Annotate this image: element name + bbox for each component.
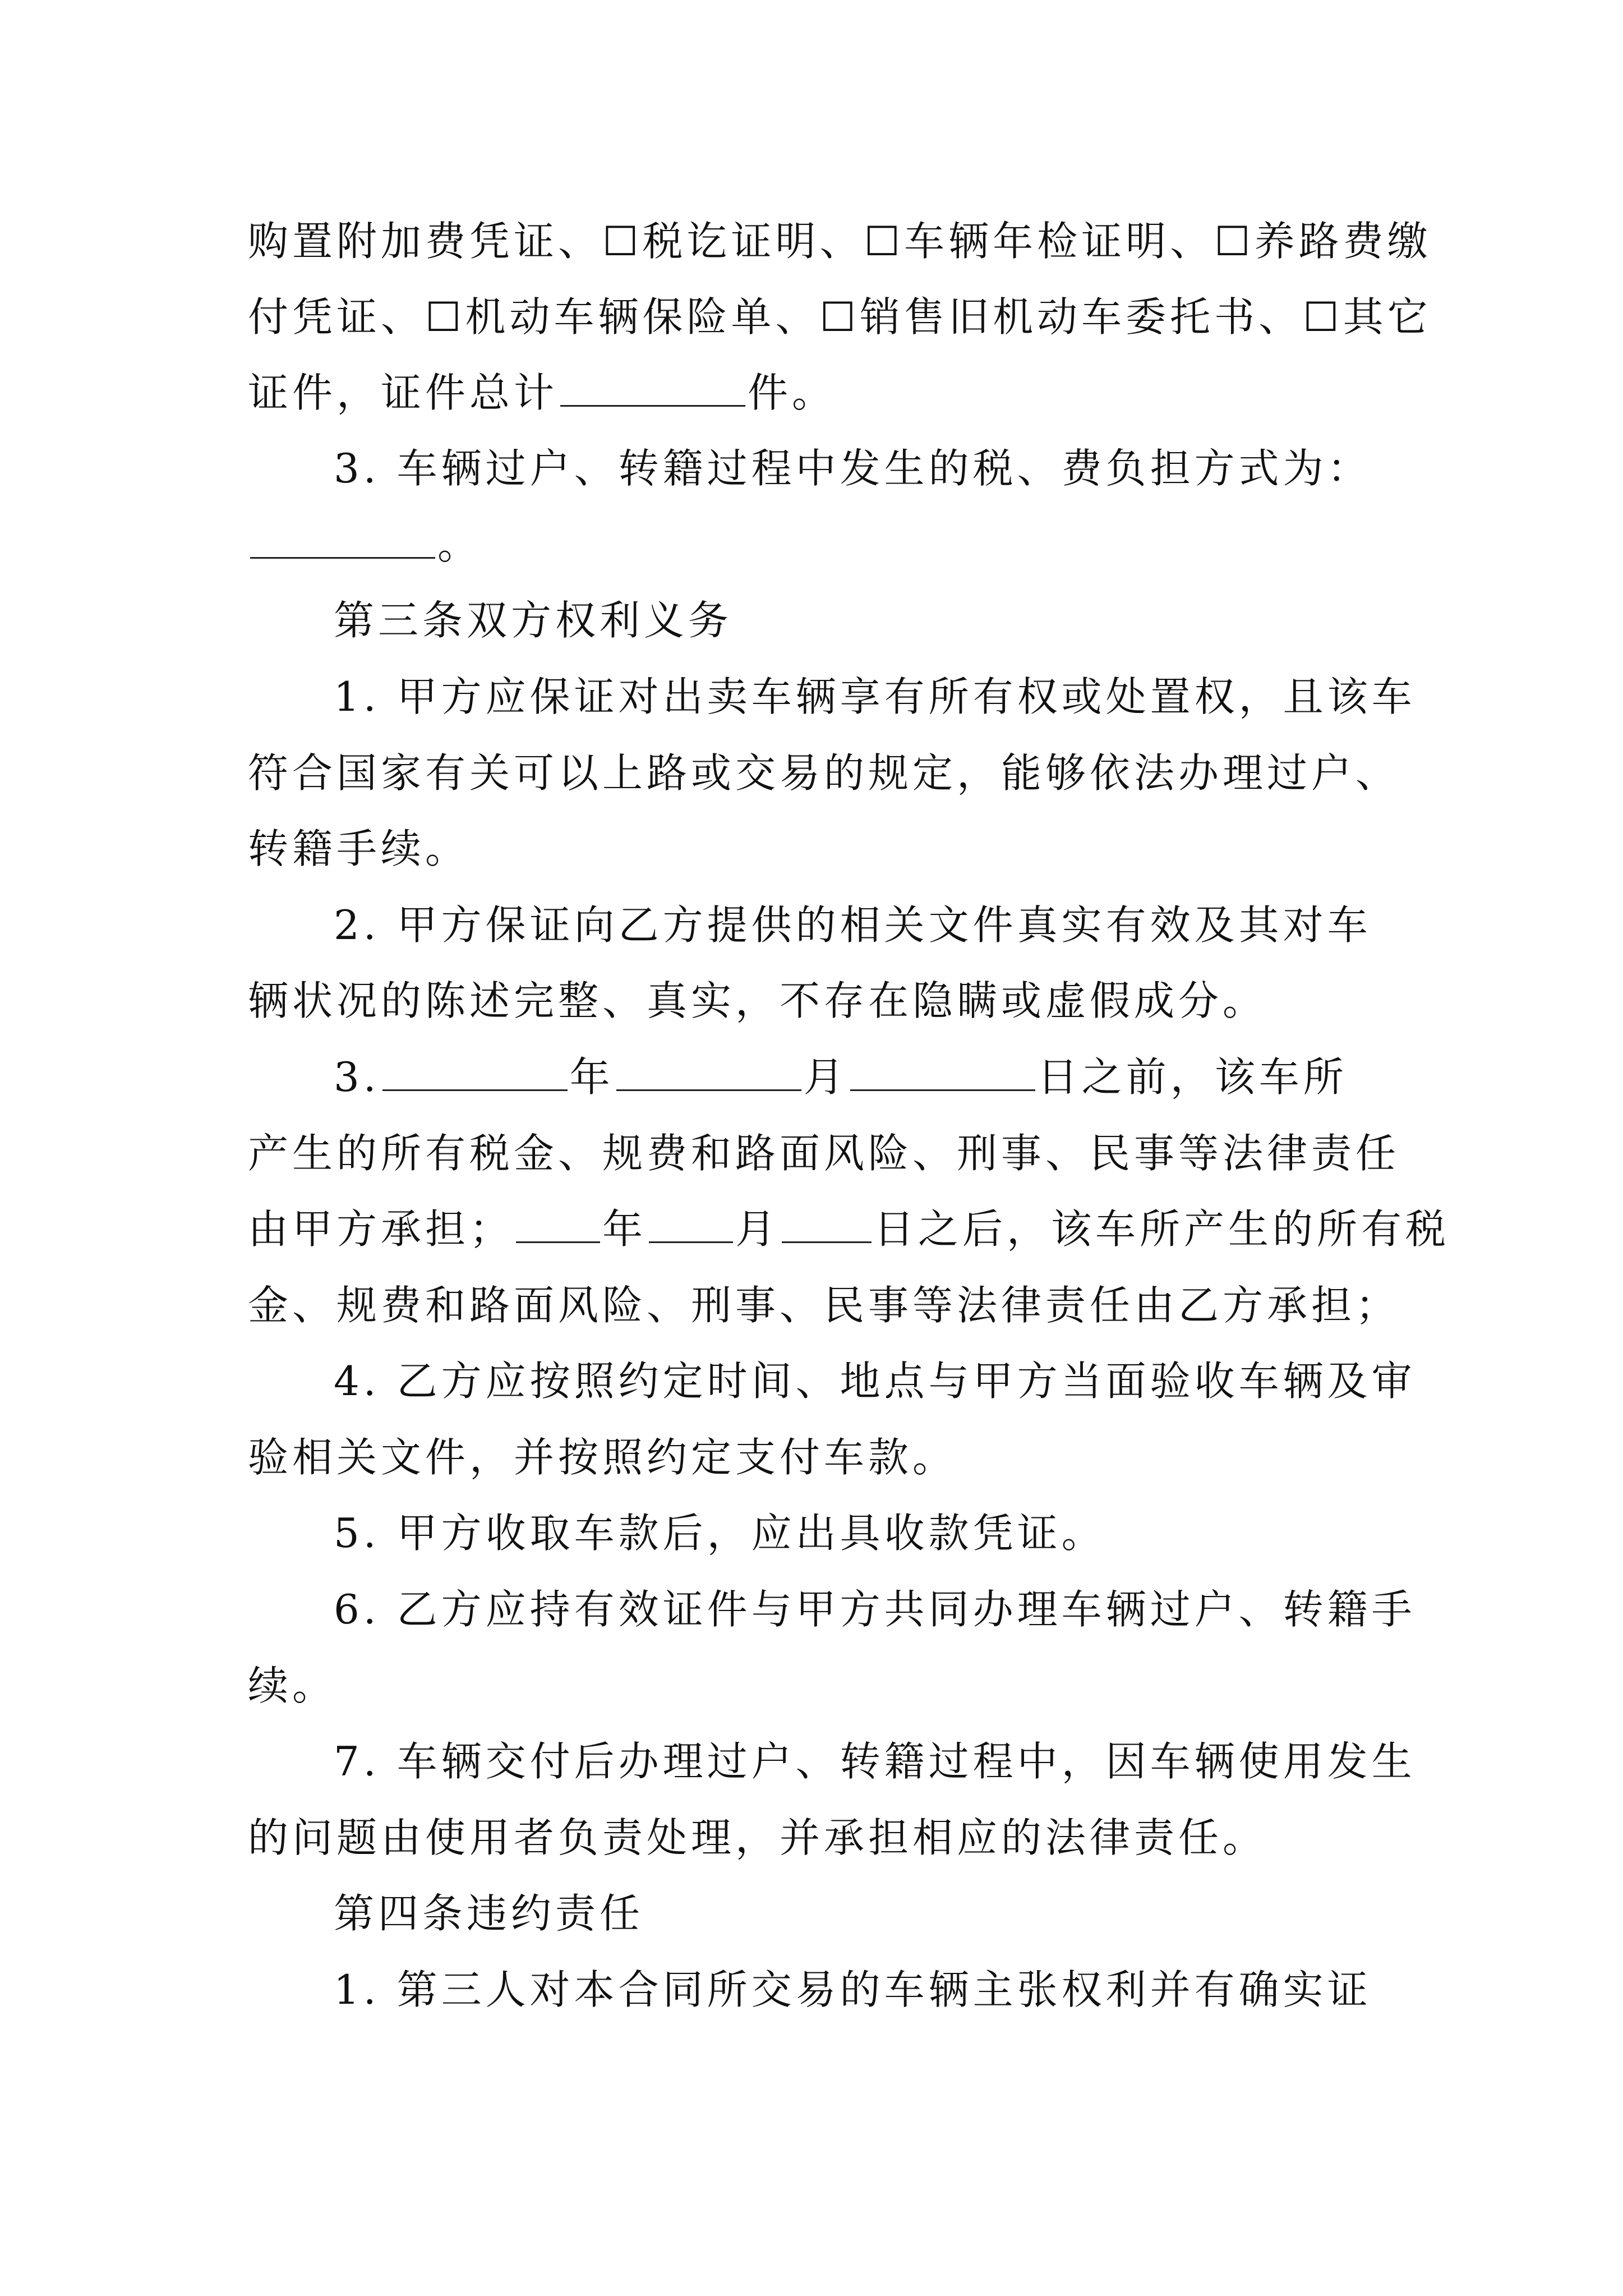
text-segment: 日之前，该车所 [1037,1053,1348,1101]
text-segment: 件。 [748,369,837,416]
text-segment: 年 [602,1205,647,1253]
text-line: 付凭证、☐机动车辆保险单、☐销售旧机动车委托书、☐其它 [248,293,1432,341]
text-line: 产生的所有税金、规费和路面风险、刑事、民事等法律责任 [248,1130,1400,1177]
fill-in-blank [782,1205,872,1243]
text-line: 1. 第三人对本合同所交易的车辆主张权利并有确实证 [334,1966,1372,2013]
section-heading: 第四条违约责任 [334,1890,644,1937]
text-line: 3. 车辆过户、转籍过程中发生的税、费负担方式为： [334,445,1372,492]
text-line: 转籍手续。 [248,825,470,872]
text-segment: 月 [735,1205,780,1253]
text-line: 2. 甲方保证向乙方提供的相关文件真实有效及其对车 [334,901,1372,949]
text-line [248,1202,1450,1256]
text-line [334,1050,1348,1104]
fill-in-blank [616,1053,801,1091]
text-line: 的问题由使用者负责处理，并承担相应的法律责任。 [248,1814,1267,1861]
text-line [248,518,482,572]
text-segment: 3. [334,1053,380,1101]
text-segment: 证件，证件总计 [248,369,559,416]
fill-in-blank [560,369,745,407]
fill-in-blank [516,1205,600,1243]
text-line: 购置附加费凭证、☐税讫证明、☐车辆年检证明、☐养路费缴 [248,218,1432,265]
fill-in-blank [382,1053,568,1091]
text-line: 辆状况的陈述完整、真实，不存在隐瞒或虚假成分。 [248,977,1267,1024]
text-segment: 年 [569,1053,614,1101]
fill-in-blank [850,1053,1035,1091]
text-line: 7. 车辆交付后办理过户、转籍过程中，因车辆使用发生 [334,1738,1416,1785]
text-line: 金、规费和路面风险、刑事、民事等法律责任由乙方承担； [248,1282,1400,1329]
text-line: 符合国家有关可以上路或交易的规定，能够依法办理过户、 [248,749,1400,797]
text-line: 续。 [248,1662,337,1709]
text-segment: 日之后，该车所产生的所有税 [874,1205,1450,1253]
text-line: 6. 乙方应持有效证件与甲方共同办理车辆过户、转籍手 [334,1586,1416,1633]
text-line: 验相关文件，并按照约定支付车款。 [248,1434,957,1481]
fill-in-blank [649,1205,733,1243]
text-line: 5. 甲方收取车款后，应出具收款凭证。 [334,1510,1106,1557]
text-segment: 。 [437,521,482,568]
text-line: 4. 乙方应按照约定时间、地点与甲方当面验收车辆及审 [334,1358,1416,1405]
section-heading: 第三条双方权利义务 [334,597,733,644]
text-segment: 由甲方承担； [248,1205,514,1253]
text-line [248,366,836,420]
text-line: 1. 甲方应保证对出卖车辆享有所有权或处置权，且该车 [334,673,1416,720]
fill-in-blank [250,521,435,559]
text-segment: 月 [803,1053,848,1101]
